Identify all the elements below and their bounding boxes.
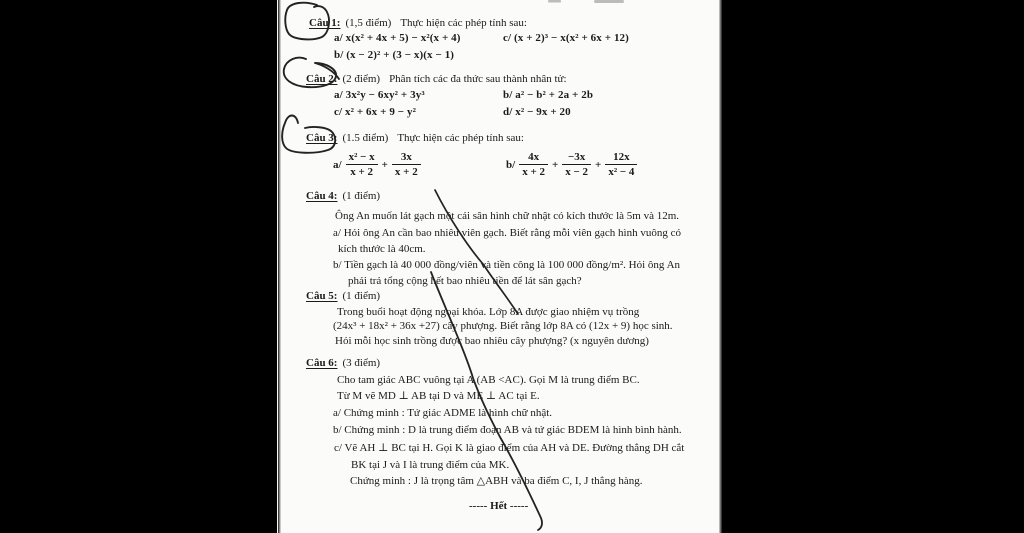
fraction-numerator: 4x [519, 151, 548, 165]
q3-b-label: b/ [506, 158, 516, 171]
scan-artifact [594, 0, 624, 3]
page-edge-shadow-left [278, 0, 281, 533]
pen-stroke-upper [435, 190, 518, 314]
page-edge-shadow-right [719, 0, 722, 533]
q6-item-c-line1: c/ Vẽ AH ⊥ BC tại H. Gọi K là giao điểm của AH và DE. Đường thẳng DH cắt [334, 442, 685, 454]
letterbox-right [722, 0, 1024, 533]
plus-sign: + [595, 158, 602, 171]
exam-paper-page [277, 0, 722, 533]
question-4-header [306, 190, 380, 203]
question-2-points: (2 điểm) [342, 73, 381, 85]
q4-item-b-line1: b/ Tiền gạch là 40 000 đồng/viên và tiền công là 100 000 đồng/m². Hỏi ông An [333, 259, 681, 271]
question-2-desc: Phân tích các đa thức sau thành nhân tử: [389, 73, 567, 85]
question-3-points: (1.5 điểm) [342, 132, 389, 144]
q1-item-b: b/ (x − 2)² + (3 − x)(x − 1) [334, 49, 455, 61]
fraction-numerator: −3x [562, 151, 591, 165]
question-1-label: Câu 1: [309, 17, 341, 29]
q3-a-label: a/ [333, 158, 342, 171]
fraction-denominator: x + 2 [394, 166, 418, 178]
q6-paragraph-line1: Cho tam giác ABC vuông tại A (AB <AC). Gọi M là trung điểm BC. [337, 374, 640, 386]
question-3-label: Câu 3: [306, 132, 338, 144]
question-3-desc: Thực hiện các phép tính sau: [397, 132, 524, 144]
q4-paragraph: Ông An muốn lát gạch một cái sân hình chữ nhật có kích thước là 5m và 12m. [335, 210, 680, 222]
question-4-label: Câu 4: [306, 190, 338, 202]
q4-item-b-line2: phải trả tổng cộng hết bao nhiêu tiền để lát sân gạch? [348, 275, 582, 287]
question-3-header [306, 132, 524, 145]
q5-paragraph-line3: Hỏi mỗi học sinh trồng được bao nhiêu cây phượng? (x nguyên dương) [335, 335, 649, 347]
question-4-points: (1 điểm) [342, 190, 381, 202]
q6-paragraph-line2: Từ M vẽ MD ⊥ AB tại D và ME ⊥ AC tại E. [337, 390, 540, 402]
question-2-label: Câu 2: [306, 73, 338, 85]
q2-item-c: c/ x² + 6x + 9 − y² [334, 106, 416, 118]
q6-item-c-line2: BK tại J và I là trung điểm của MK. [351, 459, 510, 471]
question-1-header [309, 17, 527, 30]
q5-paragraph-line1: Trong buổi hoạt động ngoại khóa. Lớp 8A được giao nhiệm vụ trồng [337, 306, 640, 318]
q3-expression-b [506, 151, 637, 178]
scan-artifact [548, 0, 561, 3]
question-5-header [306, 290, 380, 303]
fraction-denominator: x² − 4 [608, 166, 635, 178]
question-1-points: (1,5 điểm) [345, 17, 392, 29]
fraction [346, 151, 378, 178]
fraction-denominator: x − 2 [565, 166, 589, 178]
q5-paragraph-line2: (24x³ + 18x² + 36x +27) cây phượng. Biết rằng lớp 8A có (12x + 9) học sinh. [333, 320, 673, 332]
fraction [605, 151, 637, 178]
fraction-numerator: 3x [392, 151, 421, 165]
question-6-label: Câu 6: [306, 357, 338, 369]
letterbox-left [0, 0, 277, 533]
q2-item-a: a/ 3x²y − 6xy² + 3y³ [334, 89, 425, 101]
q4-item-a-line1: a/ Hỏi ông An cần bao nhiêu viên gạch. Biết rằng mỗi viên gạch hình vuông có [333, 227, 681, 239]
question-6-points: (3 điểm) [342, 357, 381, 369]
fraction [392, 151, 421, 178]
question-5-points: (1 điểm) [342, 290, 381, 302]
fraction-numerator: x² − x [346, 151, 378, 165]
q6-item-b: b/ Chứng minh : D là trung điểm đoạn AB và tứ giác BDEM là hình bình hành. [333, 424, 682, 436]
q4-item-a-line2: kích thước là 40cm. [338, 243, 426, 255]
q2-item-d: d/ x² − 9x + 20 [503, 106, 571, 118]
fraction-numerator: 12x [605, 151, 637, 165]
q6-item-c-line3: Chứng minh : J là trọng tâm △ABH và ba điểm C, I, J thẳng hàng. [350, 475, 643, 487]
fraction [562, 151, 591, 178]
fraction-denominator: x + 2 [522, 166, 545, 178]
fraction-denominator: x + 2 [350, 166, 373, 178]
plus-sign: + [381, 158, 388, 171]
q3-expression-a [333, 151, 421, 178]
question-2-header [306, 73, 567, 86]
fraction [519, 151, 548, 178]
q2-item-b: b/ a² − b² + 2a + 2b [503, 89, 594, 101]
question-1-desc: Thực hiện các phép tính sau: [400, 17, 527, 29]
q6-item-a: a/ Chứng minh : Tứ giác ADME là hình chữ nhật. [333, 407, 553, 419]
question-6-header [306, 357, 380, 370]
question-5-label: Câu 5: [306, 290, 338, 302]
plus-sign: + [551, 158, 559, 171]
q1-item-a: a/ x(x² + 4x + 5) − x²(x + 4) [334, 32, 461, 44]
end-of-exam-marker: ----- Hết ----- [469, 500, 529, 512]
q1-item-c: c/ (x + 2)³ − x(x² + 6x + 12) [503, 32, 629, 44]
